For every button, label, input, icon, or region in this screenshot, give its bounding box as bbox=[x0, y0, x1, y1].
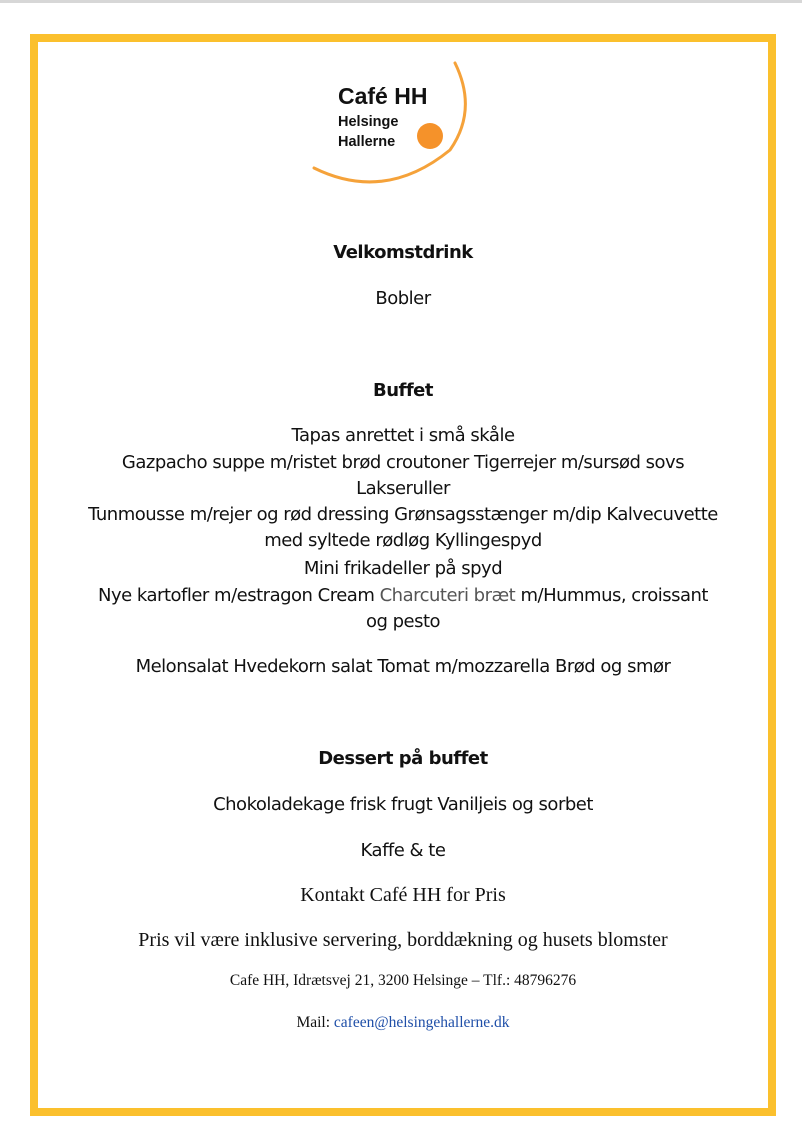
price-note: Pris vil være inklusive servering, borddækning og husets blomster bbox=[138, 929, 668, 951]
buffet-line: Melonsalat Hvedekorn salat Tomat m/mozzarella Brød og smør bbox=[135, 656, 671, 677]
dessert-item: Chokoladekage frisk frugt Vaniljeis og sorbet bbox=[213, 794, 593, 815]
contact-line: Kontakt Café HH for Pris bbox=[300, 884, 506, 906]
buffet-text: m/Hummus, croissant bbox=[515, 585, 708, 606]
dessert-heading: Dessert på buffet bbox=[318, 748, 488, 769]
logo-name: Café HH bbox=[338, 83, 428, 109]
buffet-line: med syltede rødløg Kyllingespyd bbox=[264, 530, 542, 551]
buffet-line: og pesto bbox=[365, 611, 441, 632]
buffet-heading: Buffet bbox=[372, 380, 433, 401]
cafe-logo bbox=[300, 58, 480, 188]
buffet-line: Gazpacho suppe m/ristet brød croutoner Tigerrejer m/sursød sovs bbox=[121, 452, 685, 473]
welcome-heading: Velkomstdrink bbox=[333, 242, 473, 263]
email-link[interactable]: cafeen@helsingehallerne.dk bbox=[333, 1014, 510, 1031]
welcome-item: Bobler bbox=[375, 288, 431, 309]
coffee-line: Kaffe & te bbox=[360, 840, 446, 861]
charcuteri-highlight: Charcuteri bræt bbox=[379, 585, 516, 606]
buffet-line: Mini frikadeller på spyd bbox=[303, 558, 503, 579]
buffet-line: Tunmousse m/rejer og rød dressing Grønsagsstænger m/dip Kalvecuvette bbox=[88, 504, 718, 525]
buffet-text: Nye kartofler m/estragon Cream bbox=[98, 585, 380, 606]
mail-label: Mail: bbox=[296, 1014, 334, 1031]
logo-subtitle-1: Helsinge bbox=[338, 114, 399, 130]
top-rule bbox=[0, 0, 802, 3]
buffet-line-charcuteri bbox=[38, 583, 768, 609]
mail-line bbox=[38, 1010, 768, 1036]
logo-subtitle-2: Hallerne bbox=[338, 134, 396, 150]
buffet-line: Lakseruller bbox=[356, 478, 450, 499]
logo-dot bbox=[417, 123, 443, 149]
buffet-line: Tapas anrettet i små skåle bbox=[291, 425, 515, 446]
address-line: Cafe HH, Idrætsvej 21, 3200 Helsinge – Tlf.: 48796276 bbox=[229, 972, 577, 989]
